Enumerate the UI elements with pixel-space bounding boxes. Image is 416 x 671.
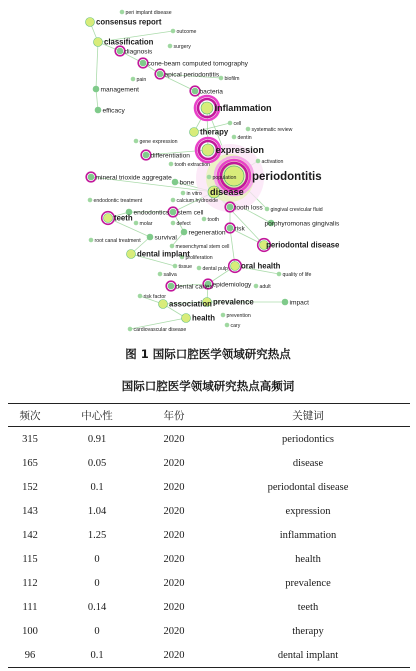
cell-year: 2020 xyxy=(163,553,185,565)
node-differentiation xyxy=(143,152,149,158)
cell-keyword: periodontal disease xyxy=(267,481,349,493)
node-label-dental-pulp: dental pulp xyxy=(202,265,228,272)
node-label-defect: defect xyxy=(176,220,191,227)
node-outcome xyxy=(171,29,175,33)
node-label-cardiovascular-disease: cardiovascular disease xyxy=(133,326,187,333)
table-row xyxy=(8,427,410,452)
node-label-proliferation: proliferation xyxy=(185,254,213,261)
node-diagnosis xyxy=(117,48,123,54)
cell-frequency: 112 xyxy=(22,577,38,589)
cell-frequency: 152 xyxy=(22,481,38,493)
node-biofilm xyxy=(219,76,223,80)
node-pain xyxy=(131,77,135,81)
cell-centrality: 1.25 xyxy=(87,529,107,541)
node-label-bone: bone xyxy=(179,179,195,187)
node-label-cary: cary xyxy=(230,322,241,329)
node-bacteria xyxy=(192,88,198,94)
node-label-endodontic-treatment: endodontic treatment xyxy=(93,197,143,204)
cell-centrality: 0.05 xyxy=(87,457,107,469)
table-row xyxy=(8,475,410,499)
node-label-consensus-report: consensus report xyxy=(96,17,162,27)
node-health xyxy=(182,314,191,323)
node-label-population: population xyxy=(212,174,237,181)
node-label-saliva: saliva xyxy=(163,271,177,278)
network-svg xyxy=(78,2,342,336)
cell-frequency: 165 xyxy=(22,457,38,469)
node-label-inflammation: inflammation xyxy=(214,103,272,114)
node-root-canal-treatment xyxy=(89,238,93,242)
node-tooth-extraction xyxy=(169,162,173,166)
cell-frequency: 111 xyxy=(22,601,38,613)
node-label-adult: adult xyxy=(259,283,271,290)
node-consensus-report xyxy=(86,18,95,27)
node-regeneration xyxy=(181,229,187,235)
node-gingival-crevicular-fluid xyxy=(265,207,269,211)
node-cone-beam-computed-tomography xyxy=(140,60,146,66)
node-label-periodontitis: periodontitis xyxy=(252,171,322,184)
node-label-health: health xyxy=(192,313,215,323)
cell-year: 2020 xyxy=(163,601,185,613)
table-row xyxy=(8,523,410,547)
node-cardiovascular-disease xyxy=(128,327,132,331)
cell-frequency: 100 xyxy=(22,625,38,637)
node-dentin xyxy=(232,135,236,139)
node-peri-implant-disease xyxy=(120,10,124,14)
node-label-tooth-extraction: tooth extraction xyxy=(174,161,210,168)
node-population xyxy=(207,175,211,179)
node-label-therapy: therapy xyxy=(200,127,229,137)
node-quality-of-life xyxy=(277,272,281,276)
cell-year: 2020 xyxy=(163,577,185,589)
node-activation xyxy=(256,159,260,163)
cell-year: 2020 xyxy=(163,529,185,541)
node-label-activation: activation xyxy=(261,158,284,165)
cell-centrality: 0.1 xyxy=(90,649,104,661)
table-row xyxy=(8,619,410,643)
node-dental-caries xyxy=(168,283,174,289)
table-row xyxy=(8,547,410,571)
node-saliva xyxy=(158,272,162,276)
node-label-association: association xyxy=(169,299,212,309)
node-label-gene-expression: gene expression xyxy=(139,138,178,145)
node-label-regeneration: regeneration xyxy=(188,229,226,237)
cell-keyword: therapy xyxy=(292,625,324,637)
node-oral-health xyxy=(231,262,240,271)
node-label-pain: pain xyxy=(136,76,147,83)
node-label-peri-implant-disease: peri implant disease xyxy=(125,9,172,16)
node-label-epidemiology: epidemiology xyxy=(212,281,252,289)
cell-centrality: 0.1 xyxy=(90,481,104,493)
node-label-management: management xyxy=(100,86,139,94)
header-centrality: 中心性 xyxy=(81,409,113,422)
node-defect xyxy=(171,221,175,225)
node-label-outcome: outcome xyxy=(176,28,197,35)
node-label-mesenchymal-stem-cell: mesenchymal stem cell xyxy=(175,243,230,250)
node-label-teeth: teeth xyxy=(114,213,133,223)
node-cary xyxy=(225,323,229,327)
node-inflammation xyxy=(201,102,213,114)
cell-keyword: inflammation xyxy=(279,529,337,541)
node-classification xyxy=(94,38,103,47)
node-endodontic-treatment xyxy=(88,198,92,202)
cell-keyword: dental implant xyxy=(277,649,339,661)
node-label-cell: cell xyxy=(233,120,242,127)
node-management xyxy=(93,86,99,92)
node-dental-implant xyxy=(127,250,136,259)
node-systematic-review xyxy=(246,127,250,131)
keyword-frequency-table xyxy=(8,403,410,668)
cell-frequency: 115 xyxy=(22,553,38,565)
cell-year: 2020 xyxy=(163,433,185,445)
table-row xyxy=(8,499,410,523)
table-row xyxy=(8,643,410,668)
node-mineral-trioxide-aggregate xyxy=(88,174,94,180)
node-in-vitro xyxy=(181,191,185,195)
cell-keyword: periodontics xyxy=(282,433,334,445)
node-label-surgery: surgery xyxy=(173,43,191,50)
cell-centrality: 0 xyxy=(94,577,100,589)
table-row xyxy=(8,451,410,475)
node-dental-pulp xyxy=(197,266,201,270)
node-label-prevention: prevention xyxy=(226,312,251,319)
node-label-biofilm: biofilm xyxy=(224,75,240,82)
cell-year: 2020 xyxy=(163,649,185,661)
cell-year: 2020 xyxy=(163,505,185,517)
node-label-quality-of-life: quality of life xyxy=(282,271,312,278)
cell-centrality: 0.91 xyxy=(87,433,107,445)
node-tooth xyxy=(202,217,206,221)
node-efficacy xyxy=(95,107,101,113)
node-risk xyxy=(227,225,233,231)
node-label-diagnosis: diagnosis xyxy=(124,48,153,56)
node-label-tooth-loss: tooth loss xyxy=(234,204,263,212)
node-impact xyxy=(282,299,288,305)
header-year: 年份 xyxy=(163,409,185,422)
header-keyword: 关键词 xyxy=(292,409,324,422)
node-label-molar: molar xyxy=(139,220,153,227)
keyword-cooccurrence-network xyxy=(78,2,342,336)
node-survival xyxy=(147,234,153,240)
node-label-cone-beam-computed-tomography: cone-beam computed tomography xyxy=(147,60,248,68)
node-label-differentiation: differentiation xyxy=(150,152,190,160)
node-label-bacteria: bacteria xyxy=(199,88,223,96)
node-teeth xyxy=(104,214,113,223)
node-expression xyxy=(202,144,214,156)
node-label-oral-health: oral health xyxy=(241,261,281,271)
node-label-dental-implant: dental implant xyxy=(137,249,190,259)
node-label-porphyromonas-gingivalis: porphyromonas gingivalis xyxy=(264,220,340,228)
node-label-tooth: tooth xyxy=(207,216,220,223)
node-label-survival: survival xyxy=(154,234,177,242)
node-tissue xyxy=(173,264,177,268)
node-therapy xyxy=(190,128,199,137)
node-tooth-loss xyxy=(227,204,233,210)
node-label-risk: risk xyxy=(234,225,245,233)
node-label-risk-factor: risk factor xyxy=(143,293,166,300)
node-calcium-hydroxide xyxy=(171,198,175,202)
node-adult xyxy=(254,284,258,288)
node-cell xyxy=(228,121,232,125)
cell-centrality: 0 xyxy=(94,625,100,637)
node-surgery xyxy=(168,44,172,48)
node-stem-cell xyxy=(170,209,176,215)
cell-frequency: 96 xyxy=(24,649,36,661)
node-label-efficacy: efficacy xyxy=(102,107,125,115)
cell-centrality: 1.04 xyxy=(87,505,107,517)
cell-centrality: 0.14 xyxy=(87,601,107,613)
cell-keyword: health xyxy=(295,553,321,565)
cell-keyword: disease xyxy=(292,457,324,469)
table-title: 国际口腔医学领域研究热点高频词 xyxy=(121,379,295,393)
node-apical-periodontitis xyxy=(157,71,163,77)
node-label-classification: classification xyxy=(104,37,154,47)
cell-year: 2020 xyxy=(163,457,185,469)
node-mesenchymal-stem-cell xyxy=(170,244,174,248)
node-label-tissue: tissue xyxy=(178,263,193,270)
cell-year: 2020 xyxy=(163,625,185,637)
table-row xyxy=(8,571,410,595)
node-label-expression: expression xyxy=(215,145,265,156)
node-label-stem-cell: stem cell xyxy=(177,209,204,217)
cell-frequency: 142 xyxy=(22,529,38,541)
node-molar xyxy=(134,221,138,225)
node-label-endodontics: endodontics xyxy=(133,209,170,217)
cell-keyword: expression xyxy=(285,505,331,517)
table-row xyxy=(8,595,410,619)
node-gene-expression xyxy=(134,139,138,143)
node-label-root-canal-treatment: root canal treatment xyxy=(94,237,141,244)
node-label-in-vitro: in vitro xyxy=(186,190,202,197)
node-label-calcium-hydroxide: calcium hydroxide xyxy=(176,197,219,204)
node-label-dentin: dentin xyxy=(237,134,252,141)
node-label-prevalence: prevalence xyxy=(213,297,254,307)
node-bone xyxy=(172,179,178,185)
node-label-systematic-review: systematic review xyxy=(251,126,293,133)
node-label-periodontal-disease: periodontal disease xyxy=(266,240,340,250)
cell-frequency: 143 xyxy=(22,505,38,517)
table-header-row xyxy=(8,404,410,427)
node-risk-factor xyxy=(138,294,142,298)
node-label-apical-periodontitis: apical periodontitis xyxy=(164,71,220,79)
node-label-disease: disease xyxy=(210,187,244,198)
node-label-mineral-trioxide-aggregate: mineral trioxide aggregate xyxy=(95,174,172,182)
network-edge xyxy=(96,42,98,89)
cell-keyword: prevalence xyxy=(285,577,331,589)
node-prevention xyxy=(221,313,225,317)
cell-frequency: 315 xyxy=(22,433,38,445)
node-association xyxy=(159,300,168,309)
cell-year: 2020 xyxy=(163,481,185,493)
node-label-gingival-crevicular-fluid: gingival crevicular fluid xyxy=(270,206,323,213)
cell-centrality: 0 xyxy=(94,553,100,565)
cell-keyword: teeth xyxy=(297,601,319,613)
node-label-impact: impact xyxy=(289,299,309,307)
figure-caption: 图 1 国际口腔医学领域研究热点 xyxy=(125,347,291,361)
header-frequency: 频次 xyxy=(19,409,41,422)
node-label-dental-caries: dental caries xyxy=(175,283,213,291)
